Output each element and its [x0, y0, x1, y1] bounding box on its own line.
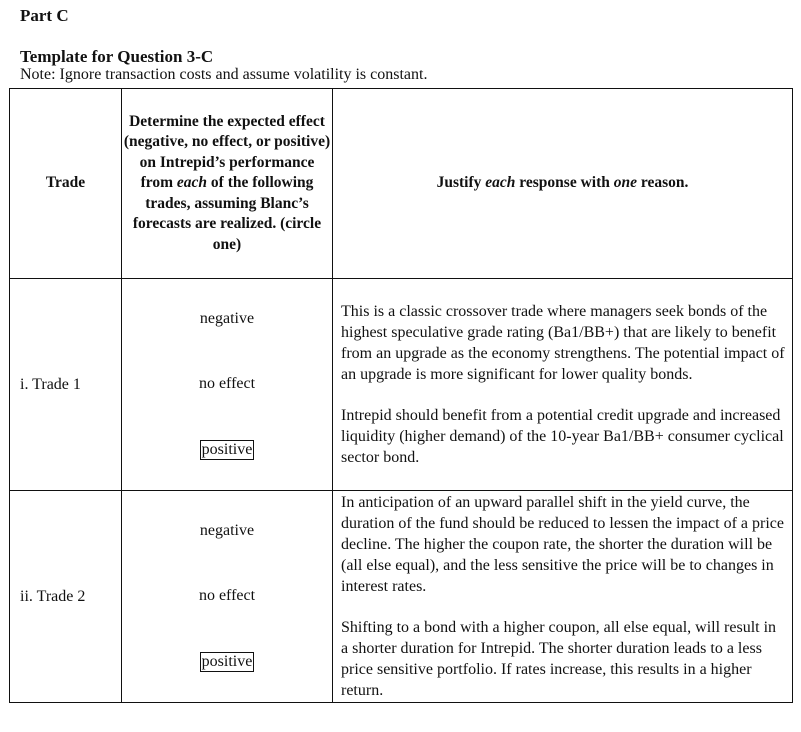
effect-options-cell: [122, 491, 333, 703]
template-note: Note: Ignore transaction costs and assume volatility is constant.: [20, 66, 428, 83]
justification-cell: [333, 491, 793, 703]
header-justify-pre: Justify: [436, 174, 486, 192]
header-effect-pre: Determine the expected effect (negative, no effect, or positive) on Intrepid’s performance from: [123, 112, 331, 192]
table-row-trade-2: [10, 491, 793, 703]
header-justify-mid: response with: [515, 174, 614, 192]
justification-paragraph: This is a classic crossover trade where managers seek bonds of the highest speculative grade rating (Ba1/BB+) that are likely to benefit from an upgrade as the economy strengthens. The potential impact of an upgrade is more significant for lower quality bonds.: [341, 303, 785, 383]
option-no-effect[interactable]: no effect: [198, 586, 256, 604]
justification-cell: [333, 279, 793, 491]
header-effect-em: each: [176, 174, 208, 192]
justification-paragraph: In anticipation of an upward parallel shift in the yield curve, the duration of the fund should be reduced to lessen the impact of a price decline. The higher the coupon rate, the shorter the duration will be (all else equal), and the less sensitive the price will be to changes in interest rates.: [341, 494, 784, 595]
table-row-trade-1: [10, 279, 793, 491]
option-no-effect[interactable]: no effect: [198, 374, 256, 392]
option-positive-circled[interactable]: positive: [201, 440, 253, 458]
effect-options: [122, 310, 332, 460]
header-justify-em1: each: [485, 174, 516, 192]
header-row: [10, 89, 793, 279]
effect-options: [122, 522, 332, 672]
header-justify: [333, 89, 793, 279]
justification-paragraph: Shifting to a bond with a higher coupon, all else equal, will result in a shorter duration for Intrepid. The shorter duration leads to a less price sensitive portfolio. If rates increase, this results in a higher return.: [341, 619, 777, 699]
option-positive-circled[interactable]: positive: [201, 652, 253, 670]
header-effect-post: of the following trades, assuming Blanc’s forecasts are realized. (circle one): [132, 174, 322, 253]
trade-label: i. Trade 1: [10, 279, 122, 491]
header-justify-em2: one: [613, 174, 637, 192]
template-title: Template for Question 3-C: [20, 47, 214, 66]
option-negative[interactable]: negative: [199, 521, 255, 539]
header-justify-post: reason.: [637, 174, 689, 192]
part-label: Part C: [20, 6, 69, 25]
answer-template-table: [9, 88, 793, 703]
trade-label: ii. Trade 2: [10, 491, 122, 703]
justification-paragraph: Intrepid should benefit from a potential credit upgrade and increased liquidity (higher demand) of the 10-year Ba1/BB+ consumer cyclical sector bond.: [341, 407, 784, 466]
header-trade: Trade: [10, 89, 122, 279]
effect-options-cell: [122, 279, 333, 491]
option-negative[interactable]: negative: [199, 309, 255, 327]
header-effect: [122, 89, 333, 279]
